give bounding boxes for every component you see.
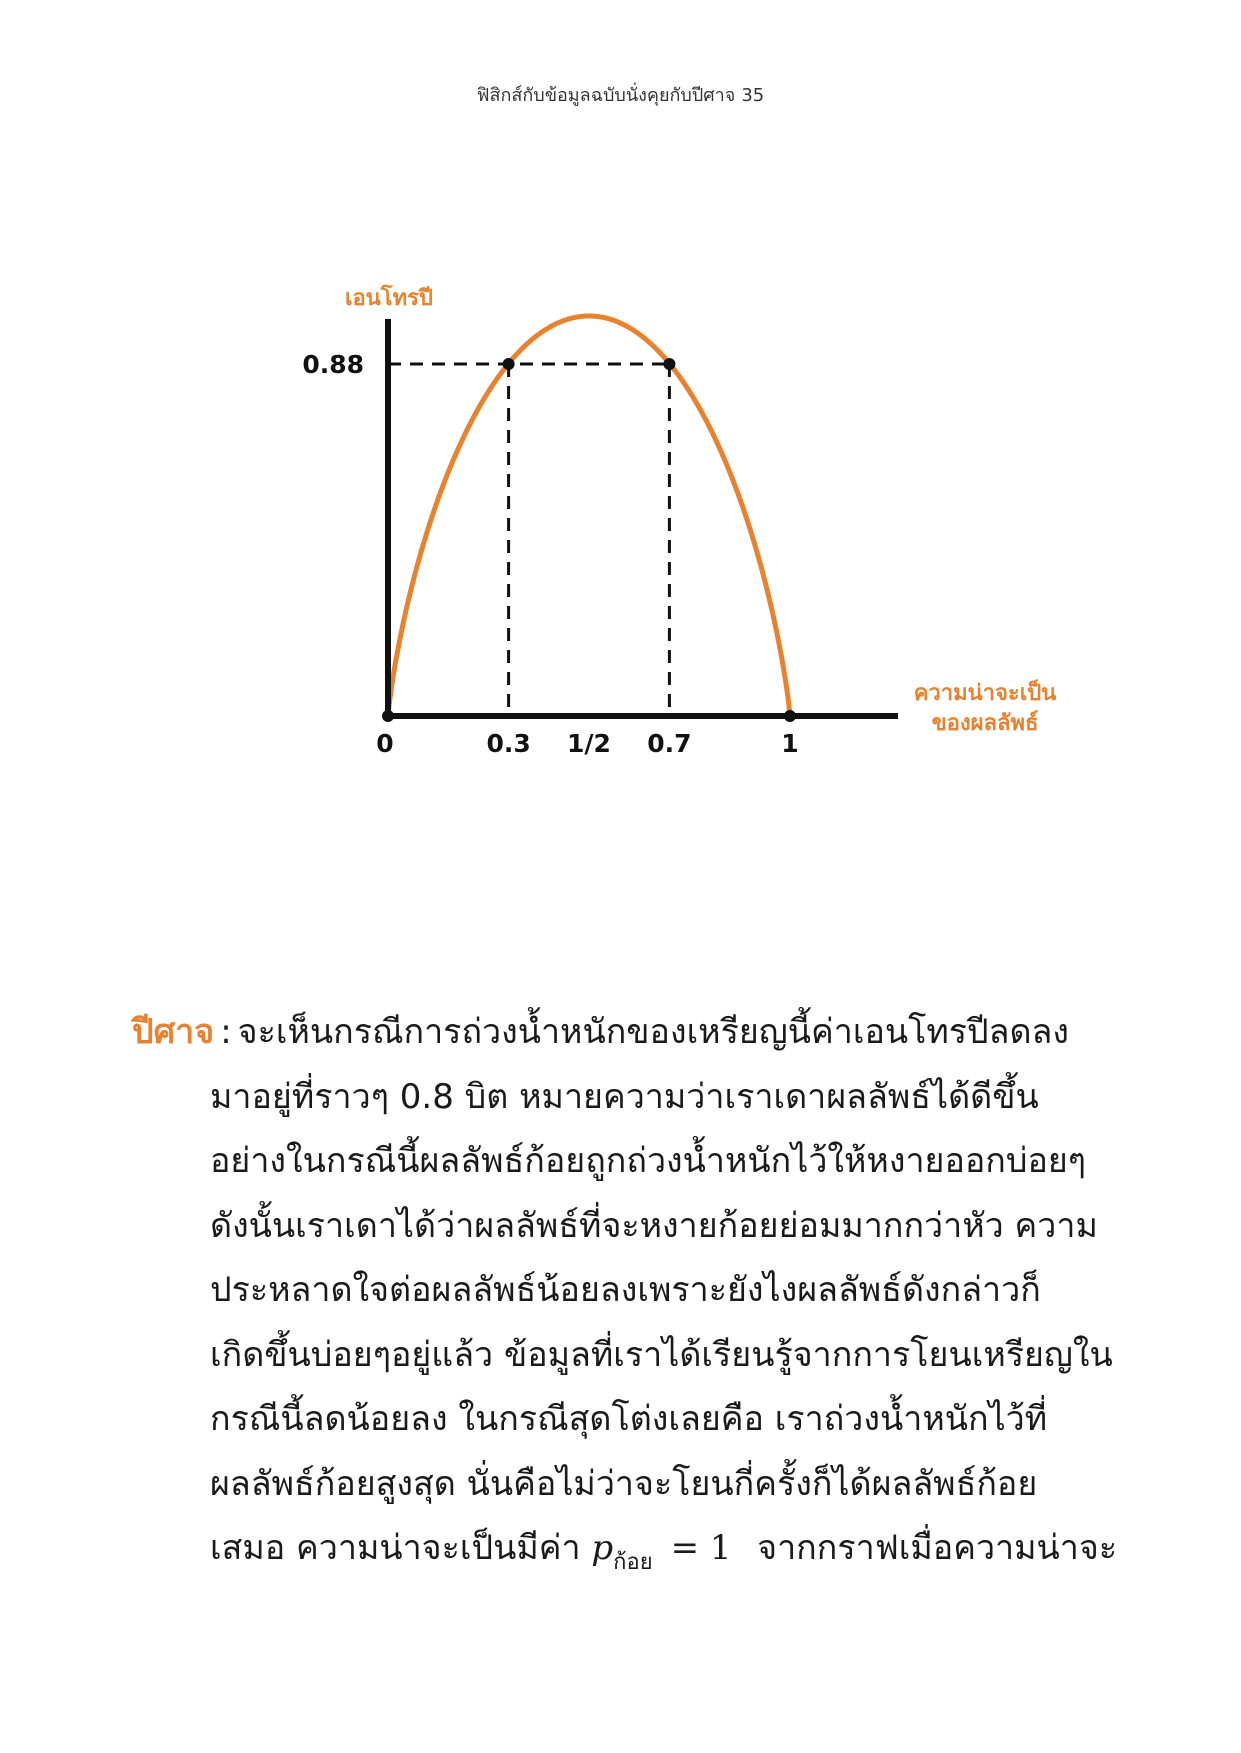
highlight-point bbox=[382, 710, 394, 722]
highlight-points bbox=[382, 358, 796, 722]
text-line: มาอยู่ที่ราวๆ 0.8 บิต หมายความว่าเราเดาผลลัพธ์ได้ดีขึ้น bbox=[210, 1076, 1039, 1117]
text-line: จะเห็นกรณีการถ่วงน้ำหนักของเหรียญนี้ค่าเอนโทรปีลดลง bbox=[237, 1012, 1069, 1052]
y-axis-label: เอนโทรปี bbox=[345, 286, 433, 311]
math-subscript: ก้อย bbox=[613, 1550, 653, 1575]
x-tick-label: 0.7 bbox=[647, 729, 692, 758]
x-tick-labels bbox=[376, 729, 798, 758]
text-line: อย่างในกรณีนี้ผลลัพธ์ก้อยถูกถ่วงน้ำหนักไว้ให้หงายออกบ่อยๆ bbox=[210, 1141, 1087, 1181]
x-tick-label: 1/2 bbox=[567, 729, 611, 758]
math-variable-p: p bbox=[591, 1528, 614, 1568]
highlight-point bbox=[503, 358, 515, 370]
text-line: ผลลัพธ์ก้อยสูงสุด นั่นคือไม่ว่าจะโยนกี่ครั้งก็ได้ผลลัพธ์ก้อย bbox=[210, 1463, 1038, 1504]
text-line: ประหลาดใจต่อผลลัพธ์น้อยลงเพราะยังไงผลลัพธ์ดังกล่าวก็ bbox=[210, 1270, 1041, 1310]
y-tick-label: 0.88 bbox=[302, 350, 364, 379]
math-equals-one: = 1 bbox=[670, 1528, 732, 1568]
x-axis-label-line1: ความน่าจะเป็น bbox=[913, 681, 1057, 706]
page-number: 35 bbox=[741, 85, 765, 106]
book-title: ฟิสิกส์กับข้อมูลฉบับนั่งคุยกับปีศาจ bbox=[476, 85, 736, 106]
text-line: กรณีนี้ลดน้อยลง ในกรณีสุดโต่งเลยคือ เราถ่วงน้ำหนักไว้ที่ bbox=[210, 1399, 1048, 1439]
text-line: จากกราฟเมื่อความน่าจะ bbox=[757, 1528, 1118, 1568]
entropy-curve bbox=[388, 316, 790, 716]
highlight-point bbox=[784, 710, 796, 722]
x-axis-label-line2: ของผลลัพธ์ bbox=[931, 711, 1039, 736]
speaker-colon: : bbox=[220, 1012, 232, 1052]
highlight-point bbox=[663, 358, 675, 370]
demon-speech bbox=[132, 1000, 1152, 1596]
text-line: เสมอ ความน่าจะเป็นมีค่า bbox=[210, 1528, 581, 1568]
entropy-chart bbox=[0, 0, 1241, 820]
text-line: ดังนั้นเราเดาได้ว่าผลลัพธ์ที่จะหงายก้อยย่อมมากกว่าหัว ความ bbox=[210, 1205, 1098, 1246]
y-tick-labels bbox=[302, 350, 364, 379]
speaker-name: ปีศาจ bbox=[132, 1012, 215, 1052]
x-tick-label: 0.3 bbox=[486, 729, 531, 758]
guide-lines bbox=[388, 364, 669, 716]
x-tick-label: 0 bbox=[376, 729, 394, 758]
dialogue-paragraph bbox=[132, 1000, 1152, 1596]
x-tick-label: 1 bbox=[781, 729, 799, 758]
text-line: เกิดขึ้นบ่อยๆอยู่แล้ว ข้อมูลที่เราได้เรียนรู้จากการโยนเหรียญใน bbox=[210, 1334, 1113, 1375]
